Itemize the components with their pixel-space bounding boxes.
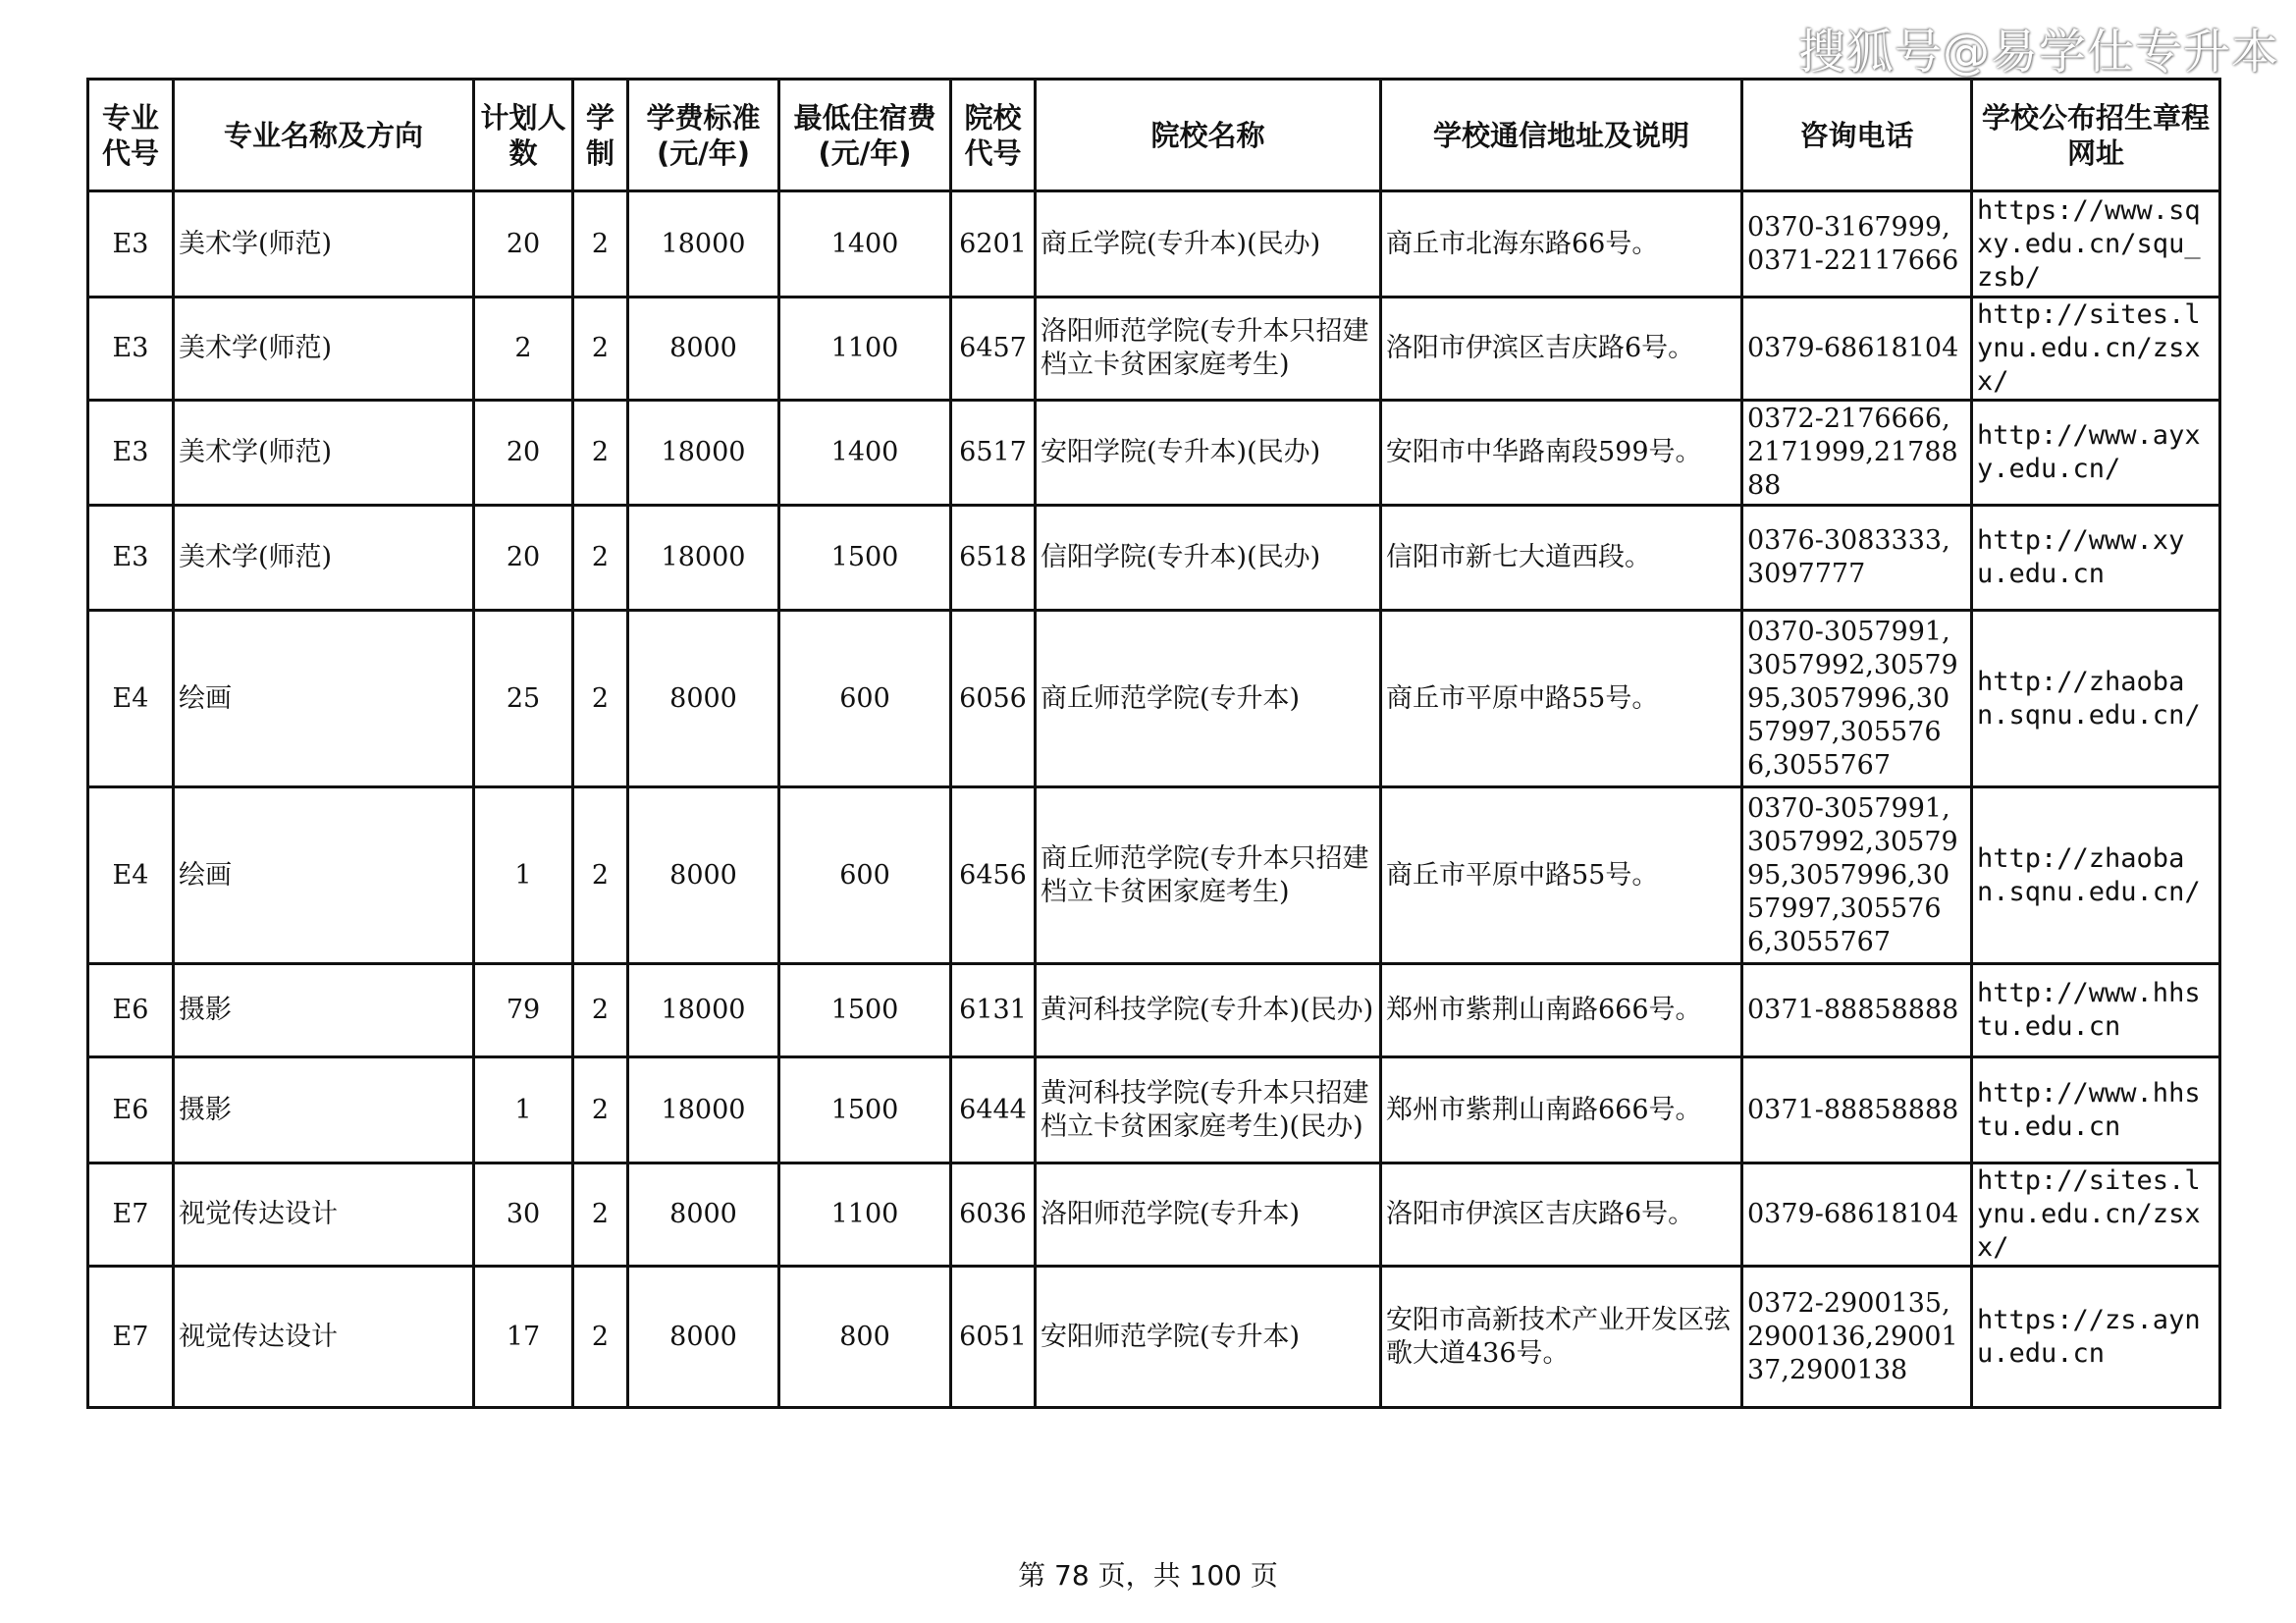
cell-url: http://www.hhstu.edu.cn bbox=[1972, 1057, 2220, 1163]
cell-major: 绘画 bbox=[174, 611, 474, 787]
cell-phone: 0379-68618104 bbox=[1742, 1163, 1972, 1267]
cell-code: E6 bbox=[88, 1057, 174, 1163]
cell-school-code: 6456 bbox=[951, 787, 1036, 964]
cell-address: 郑州市紫荆山南路666号。 bbox=[1381, 964, 1742, 1057]
cell-code: E4 bbox=[88, 787, 174, 964]
table-row bbox=[88, 506, 2220, 611]
cell-dorm: 600 bbox=[779, 787, 951, 964]
cell-major: 视觉传达设计 bbox=[174, 1267, 474, 1408]
footer-suffix: 页 bbox=[1250, 1559, 1278, 1592]
cell-years: 2 bbox=[573, 964, 628, 1057]
cell-major: 美术学(师范) bbox=[174, 191, 474, 298]
cell-dorm: 1500 bbox=[779, 1057, 951, 1163]
table-row bbox=[88, 1163, 2220, 1267]
cell-phone: 0372-2900135,2900136,2900137,2900138 bbox=[1742, 1267, 1972, 1408]
cell-url: http://www.ayxy.edu.cn/ bbox=[1972, 401, 2220, 506]
cell-dorm: 1400 bbox=[779, 191, 951, 298]
cell-years: 2 bbox=[573, 611, 628, 787]
header-school-code: 院校代号 bbox=[951, 80, 1036, 191]
cell-url: http://www.hhstu.edu.cn bbox=[1972, 964, 2220, 1057]
cell-major: 美术学(师范) bbox=[174, 298, 474, 401]
cell-phone: 0370-3057991,3057992,3057995,3057996,3057997,3055766,3055767 bbox=[1742, 787, 1972, 964]
header-school-name: 院校名称 bbox=[1036, 80, 1381, 191]
cell-url: https://www.sqxy.edu.cn/squ_zsb/ bbox=[1972, 191, 2220, 298]
cell-years: 2 bbox=[573, 787, 628, 964]
cell-school-code: 6131 bbox=[951, 964, 1036, 1057]
cell-school-name: 商丘师范学院(专升本) bbox=[1036, 611, 1381, 787]
header-address: 学校通信地址及说明 bbox=[1381, 80, 1742, 191]
cell-dorm: 1400 bbox=[779, 401, 951, 506]
cell-address: 安阳市高新技术产业开发区弦歌大道436号。 bbox=[1381, 1267, 1742, 1408]
cell-phone: 0372-2176666,2171999,2178888 bbox=[1742, 401, 1972, 506]
table-row bbox=[88, 298, 2220, 401]
cell-url: http://www.xyu.edu.cn bbox=[1972, 506, 2220, 611]
table-row bbox=[88, 1057, 2220, 1163]
cell-school-code: 6517 bbox=[951, 401, 1036, 506]
cell-phone: 0379-68618104 bbox=[1742, 298, 1972, 401]
cell-tuition: 8000 bbox=[628, 787, 779, 964]
cell-school-name: 商丘师范学院(专升本只招建档立卡贫困家庭考生) bbox=[1036, 787, 1381, 964]
cell-plan: 20 bbox=[474, 506, 573, 611]
cell-plan: 79 bbox=[474, 964, 573, 1057]
cell-plan: 1 bbox=[474, 1057, 573, 1163]
cell-school-name: 洛阳师范学院(专升本) bbox=[1036, 1163, 1381, 1267]
cell-code: E7 bbox=[88, 1163, 174, 1267]
cell-code: E3 bbox=[88, 401, 174, 506]
cell-phone: 0371-88858888 bbox=[1742, 1057, 1972, 1163]
header-phone: 咨询电话 bbox=[1742, 80, 1972, 191]
cell-years: 2 bbox=[573, 1163, 628, 1267]
cell-school-name: 信阳学院(专升本)(民办) bbox=[1036, 506, 1381, 611]
cell-code: E6 bbox=[88, 964, 174, 1057]
cell-major: 视觉传达设计 bbox=[174, 1163, 474, 1267]
cell-address: 商丘市北海东路66号。 bbox=[1381, 191, 1742, 298]
cell-school-code: 6051 bbox=[951, 1267, 1036, 1408]
cell-school-code: 6201 bbox=[951, 191, 1036, 298]
cell-dorm: 600 bbox=[779, 611, 951, 787]
cell-major: 绘画 bbox=[174, 787, 474, 964]
cell-address: 郑州市紫荆山南路666号。 bbox=[1381, 1057, 1742, 1163]
table-row bbox=[88, 1267, 2220, 1408]
cell-phone: 0370-3057991,3057992,3057995,3057996,3057997,3055766,3055767 bbox=[1742, 611, 1972, 787]
cell-years: 2 bbox=[573, 506, 628, 611]
cell-school-code: 6457 bbox=[951, 298, 1036, 401]
cell-school-code: 6444 bbox=[951, 1057, 1036, 1163]
cell-tuition: 18000 bbox=[628, 1057, 779, 1163]
cell-years: 2 bbox=[573, 1057, 628, 1163]
footer-prefix: 第 bbox=[1018, 1559, 1046, 1592]
cell-address: 洛阳市伊滨区吉庆路6号。 bbox=[1381, 1163, 1742, 1267]
cell-tuition: 8000 bbox=[628, 298, 779, 401]
cell-code: E3 bbox=[88, 298, 174, 401]
cell-plan: 17 bbox=[474, 1267, 573, 1408]
cell-dorm: 1500 bbox=[779, 506, 951, 611]
cell-tuition: 18000 bbox=[628, 506, 779, 611]
cell-tuition: 8000 bbox=[628, 1163, 779, 1267]
header-major: 专业名称及方向 bbox=[174, 80, 474, 191]
header-code: 专业代号 bbox=[88, 80, 174, 191]
table-row bbox=[88, 787, 2220, 964]
header-tuition: 学费标准(元/年) bbox=[628, 80, 779, 191]
enrollment-table bbox=[86, 78, 2221, 1409]
cell-school-name: 安阳师范学院(专升本) bbox=[1036, 1267, 1381, 1408]
cell-dorm: 1100 bbox=[779, 1163, 951, 1267]
cell-dorm: 1500 bbox=[779, 964, 951, 1057]
cell-phone: 0376-3083333,3097777 bbox=[1742, 506, 1972, 611]
cell-major: 摄影 bbox=[174, 964, 474, 1057]
cell-code: E3 bbox=[88, 506, 174, 611]
cell-code: E3 bbox=[88, 191, 174, 298]
cell-tuition: 8000 bbox=[628, 1267, 779, 1408]
cell-plan: 30 bbox=[474, 1163, 573, 1267]
cell-tuition: 18000 bbox=[628, 401, 779, 506]
cell-url: http://sites.lynu.edu.cn/zsxx/ bbox=[1972, 298, 2220, 401]
cell-address: 商丘市平原中路55号。 bbox=[1381, 787, 1742, 964]
cell-address: 信阳市新七大道西段。 bbox=[1381, 506, 1742, 611]
cell-address: 商丘市平原中路55号。 bbox=[1381, 611, 1742, 787]
table-row bbox=[88, 964, 2220, 1057]
cell-dorm: 1100 bbox=[779, 298, 951, 401]
cell-phone: 0370-3167999,0371-22117666 bbox=[1742, 191, 1972, 298]
cell-major: 美术学(师范) bbox=[174, 401, 474, 506]
cell-years: 2 bbox=[573, 401, 628, 506]
cell-school-code: 6056 bbox=[951, 611, 1036, 787]
cell-school-name: 黄河科技学院(专升本)(民办) bbox=[1036, 964, 1381, 1057]
page-footer bbox=[0, 1554, 2296, 1594]
cell-url: http://sites.lynu.edu.cn/zsxx/ bbox=[1972, 1163, 2220, 1267]
cell-code: E4 bbox=[88, 611, 174, 787]
cell-tuition: 18000 bbox=[628, 191, 779, 298]
watermark: 搜狐号@易学仕专升本 bbox=[1798, 25, 2280, 80]
cell-years: 2 bbox=[573, 191, 628, 298]
cell-plan: 20 bbox=[474, 401, 573, 506]
cell-code: E7 bbox=[88, 1267, 174, 1408]
cell-tuition: 18000 bbox=[628, 964, 779, 1057]
table-row bbox=[88, 611, 2220, 787]
header-years: 学制 bbox=[573, 80, 628, 191]
header-plan: 计划人数 bbox=[474, 80, 573, 191]
cell-major: 摄影 bbox=[174, 1057, 474, 1163]
cell-address: 洛阳市伊滨区吉庆路6号。 bbox=[1381, 298, 1742, 401]
header-url: 学校公布招生章程网址 bbox=[1972, 80, 2220, 191]
cell-years: 2 bbox=[573, 1267, 628, 1408]
cell-url: https://zs.aynu.edu.cn bbox=[1972, 1267, 2220, 1408]
cell-years: 2 bbox=[573, 298, 628, 401]
cell-url: http://zhaoban.sqnu.edu.cn/ bbox=[1972, 611, 2220, 787]
cell-plan: 2 bbox=[474, 298, 573, 401]
cell-address: 安阳市中华路南段599号。 bbox=[1381, 401, 1742, 506]
cell-dorm: 800 bbox=[779, 1267, 951, 1408]
cell-plan: 20 bbox=[474, 191, 573, 298]
table-row bbox=[88, 191, 2220, 298]
header-row bbox=[88, 80, 2220, 191]
footer-page-number: 78 bbox=[1054, 1559, 1090, 1592]
header-dorm: 最低住宿费(元/年) bbox=[779, 80, 951, 191]
cell-school-name: 洛阳师范学院(专升本只招建档立卡贫困家庭考生) bbox=[1036, 298, 1381, 401]
cell-school-code: 6518 bbox=[951, 506, 1036, 611]
cell-school-code: 6036 bbox=[951, 1163, 1036, 1267]
cell-plan: 1 bbox=[474, 787, 573, 964]
table-row bbox=[88, 401, 2220, 506]
footer-total-pages: 100 bbox=[1189, 1559, 1242, 1592]
cell-url: http://zhaoban.sqnu.edu.cn/ bbox=[1972, 787, 2220, 964]
cell-major: 美术学(师范) bbox=[174, 506, 474, 611]
cell-school-name: 黄河科技学院(专升本只招建档立卡贫困家庭考生)(民办) bbox=[1036, 1057, 1381, 1163]
cell-tuition: 8000 bbox=[628, 611, 779, 787]
cell-school-name: 安阳学院(专升本)(民办) bbox=[1036, 401, 1381, 506]
cell-school-name: 商丘学院(专升本)(民办) bbox=[1036, 191, 1381, 298]
footer-middle: 页，共 bbox=[1097, 1559, 1181, 1592]
cell-plan: 25 bbox=[474, 611, 573, 787]
cell-phone: 0371-88858888 bbox=[1742, 964, 1972, 1057]
